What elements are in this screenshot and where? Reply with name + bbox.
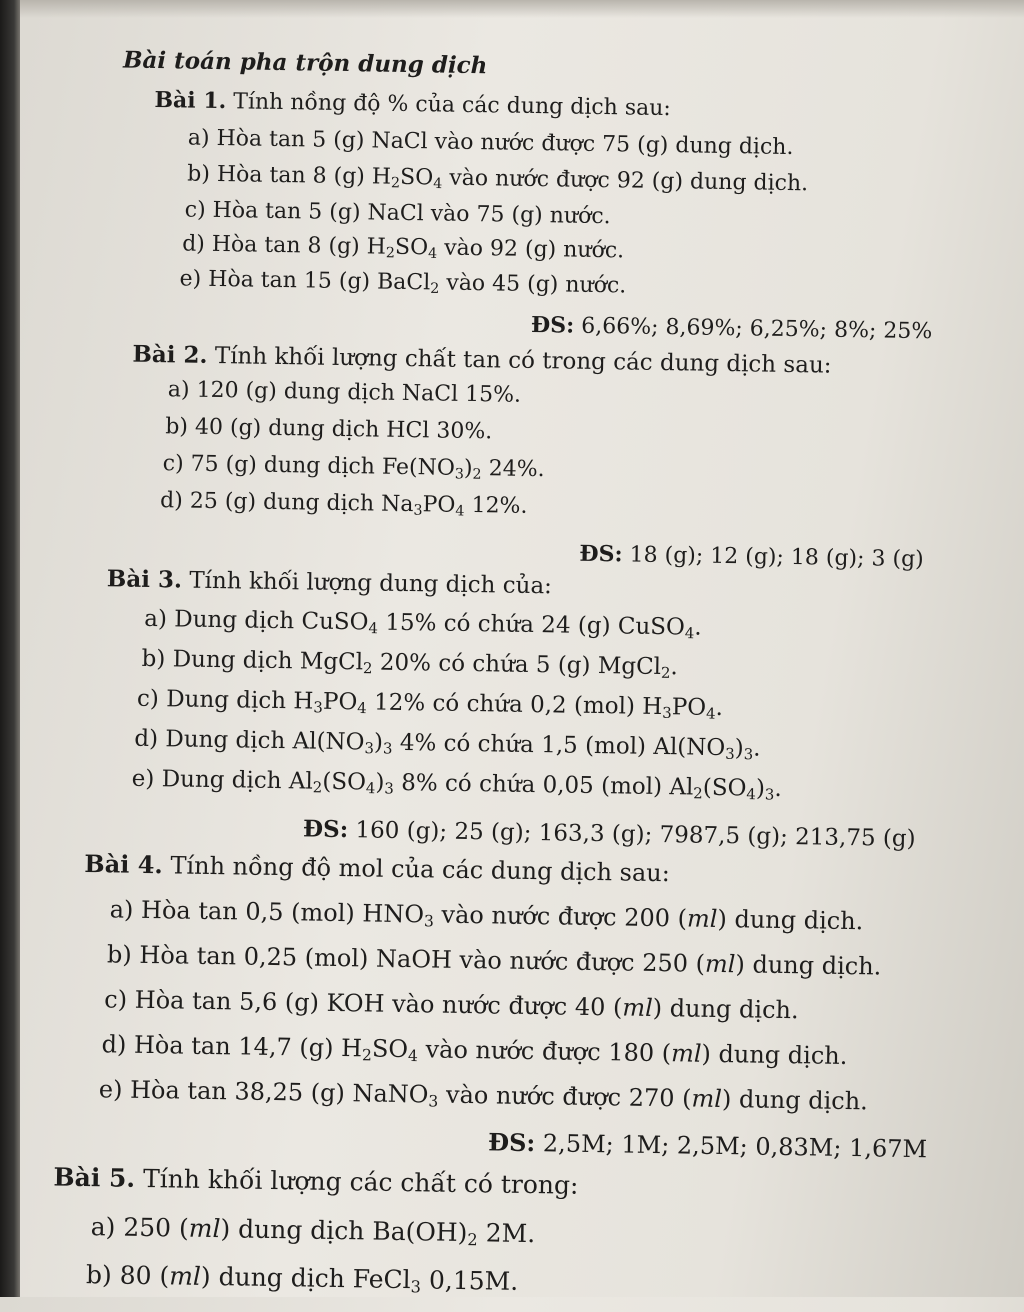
- exercise-3-title: [107, 566, 552, 599]
- exercise-5-label: Bài 5.: [53, 1162, 136, 1193]
- exercise-1-title: [154, 88, 671, 121]
- exercise-4-item-b: b) Hòa tan 0,25 (mol) NaOH vào nước được 250 (ml) dung dịch.: [106, 940, 882, 981]
- exercise-4-label: Bài 4.: [84, 848, 164, 880]
- exercise-2-answer: ĐS: 18 (g); 12 (g); 18 (g); 3 (g): [579, 540, 924, 573]
- exercise-2-item-a: a) 120 (g) dung dịch NaCl 15%.: [167, 377, 522, 408]
- exercise-1-prompt: Tính nồng độ % của các dung dịch sau:: [233, 89, 671, 122]
- exercise-3-prompt: Tính khối lượng dung dịch của:: [189, 567, 553, 600]
- exercise-3-item-d: d) Dung dịch $Al(NO_3)_3$ 4% có chứa 1,5 (mol) $Al(NO_3)_3$.: [134, 725, 761, 764]
- section-title: Bài toán pha trộn dung dịch: [122, 46, 488, 80]
- exercise-5-item-a: a) 250 (ml) dung dịch $Ba(OH)_2$ 2M.: [90, 1212, 536, 1250]
- exercise-1-item-e: e) Hòa tan 15 (g) BaCl$_2$ vào 45 (g) nước.: [179, 266, 627, 299]
- exercise-4-item-a: a) Hòa tan 0,5 (mol) $HNO_3$ vào nước được 200 (ml) dung dịch.: [109, 895, 864, 936]
- exercise-2-item-b: b) 40 (g) dung dịch HCl 30%.: [165, 414, 493, 445]
- exercise-3-label: Bài 3.: [106, 565, 183, 594]
- exercise-1-item-d: d) Hòa tan 8 (g) $H_2SO_4$ vào 92 (g) nước.: [181, 231, 625, 264]
- exercise-1-label: Bài 1.: [154, 87, 227, 115]
- exercise-4-title: [84, 848, 671, 888]
- exercise-1-item-b: b) Hòa tan 8 (g) $H_2SO_4$ vào nước được 92 (g) dung dịch.: [187, 161, 809, 197]
- exercise-2-label: Bài 2.: [132, 340, 208, 369]
- exercise-5-prompt: Tính khối lượng các chất có trong:: [142, 1163, 579, 1200]
- exercise-1-answer: ĐS: 6,66%; 8,69%; 6,25%; 8%; 25%: [530, 311, 933, 345]
- exercise-3-answer: ĐS: 160 (g); 25 (g); 163,3 (g); 7987,5 (g); 213,75 (g): [302, 815, 916, 853]
- exercise-2-item-d: d) 25 (g) dung dịch $Na_3PO_4$ 12%.: [159, 488, 528, 520]
- exercise-1-item-c: c) Hòa tan 5 (g) NaCl vào 75 (g) nước.: [184, 197, 611, 230]
- exercise-5-item-b: b) 80 (ml) dung dịch FeCl$_3$ 0,15M.: [85, 1260, 519, 1297]
- exercise-3-item-e: e) Dung dịch $Al_2(SO_4)_3$ 8% có chứa 0,05 (mol) $Al_2(SO_4)_3$.: [131, 765, 782, 804]
- exercise-4-item-c: c) Hòa tan 5,6 (g) KOH vào nước được 40 (ml) dung dịch.: [104, 985, 799, 1025]
- exercise-4-prompt: Tính nồng độ mol của các dung dịch sau:: [170, 851, 671, 888]
- exercise-4-item-e: e) Hòa tan 38,25 (g) NaNO$_3$ vào nước được 270 (ml) dung dịch.: [98, 1075, 868, 1116]
- exercise-4-item-d: d) Hòa tan 14,7 (g) $H_2SO_4$ vào nước được 180 (ml) dung dịch.: [101, 1030, 848, 1070]
- exercise-1-item-a: a) Hòa tan 5 (g) NaCl vào nước được 75 (g) dung dịch.: [187, 125, 794, 161]
- textbook-page: [8, 0, 1018, 1312]
- exercise-2-title: [132, 342, 831, 379]
- exercise-2-prompt: Tính khối lượng chất tan có trong các dung dịch sau:: [214, 342, 832, 379]
- exercise-4-answer: ĐS: 2,5M; 1M; 2,5M; 0,83M; 1,67M: [487, 1127, 928, 1164]
- exercise-3-item-b: b) Dung dịch MgCl$_2$ 20% có chứa 5 (g) MgCl$_2$.: [141, 645, 679, 682]
- exercise-5-title: [53, 1164, 578, 1200]
- exercise-3-item-a: a) Dung dịch CuSO$_4$ 15% có chứa 24 (g) CuSO$_4$.: [144, 605, 702, 643]
- exercise-3-item-c: c) Dung dịch $H_3PO_4$ 12% có chứa 0,2 (mol) $H_3PO_4$.: [136, 685, 724, 723]
- exercise-2-item-c: c) 75 (g) dung dịch $Fe(NO_3)_2$ 24%.: [162, 451, 545, 483]
